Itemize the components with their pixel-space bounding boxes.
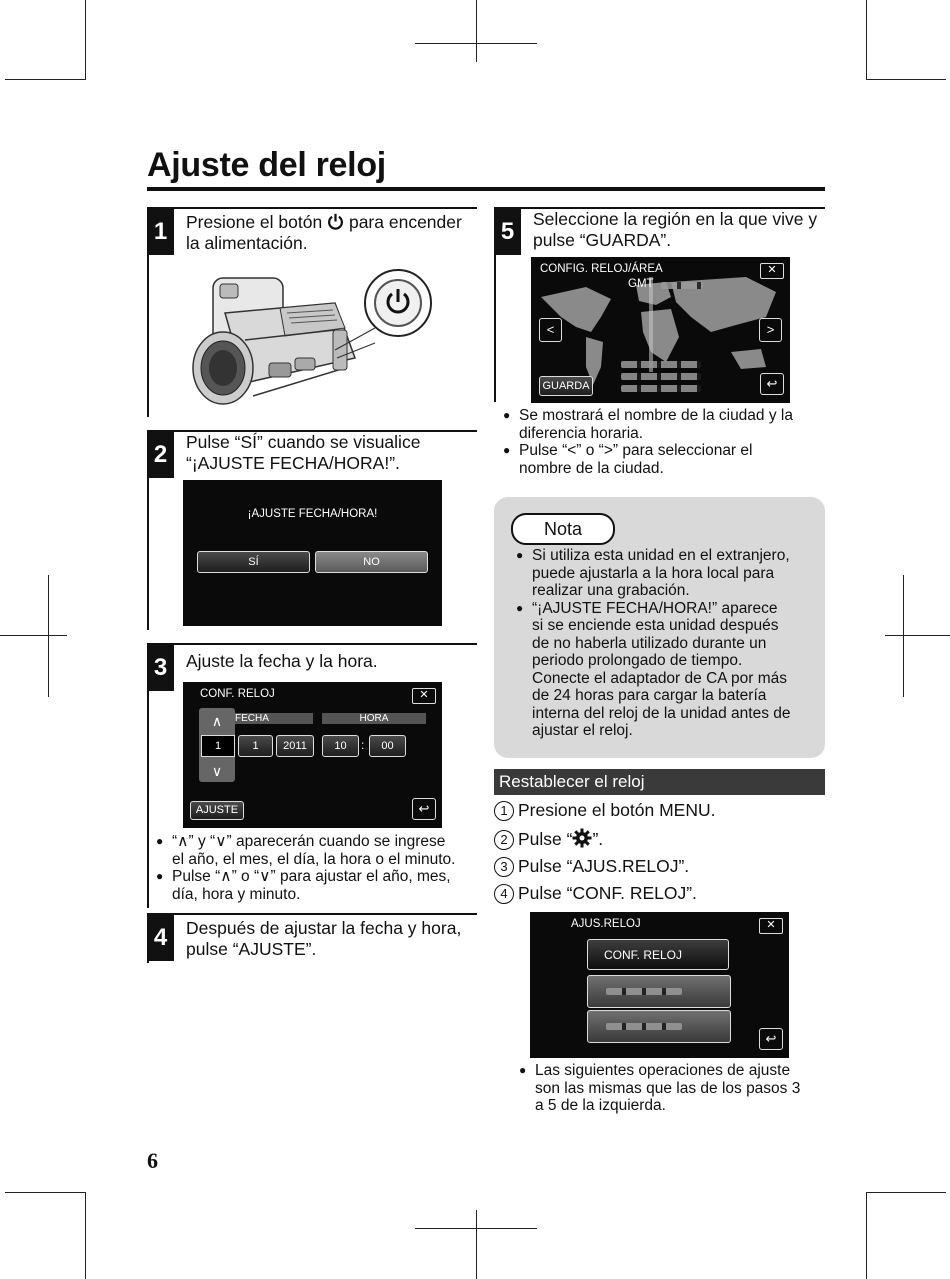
reset-section-header: Restablecer el reloj — [494, 769, 825, 795]
bullet-item: ● Las siguientes operaciones de ajuste son las mismas que las de los pasos 3 a 5 de la izquierda. — [519, 1062, 825, 1115]
screen-title: CONF. RELOJ — [200, 688, 275, 700]
city-name-placeholder — [621, 361, 701, 368]
step5-bullets — [503, 407, 825, 477]
reset-step: 4 Pulse “CONF. RELOJ”. — [494, 883, 697, 904]
reset-step: 2 Pulse “ ”. — [494, 828, 603, 850]
camcorder-illustration — [185, 258, 445, 413]
minute-field[interactable]: 00 — [369, 735, 406, 757]
no-button[interactable]: NO — [315, 551, 428, 573]
crop-mark — [866, 0, 867, 80]
reset-bullets — [519, 1062, 825, 1115]
bullet-item: ● Se mostrará el nombre de la ciudad y la diferencia horaria. — [503, 407, 825, 442]
step1-text-c: la alimentación. — [186, 233, 308, 253]
crop-mark — [903, 575, 904, 697]
step1-text — [186, 212, 476, 254]
crop-mark — [48, 575, 49, 697]
ajus-reloj-screen — [530, 912, 789, 1058]
reset-step: 3 Pulse “AJUS.RELOJ”. — [494, 856, 689, 877]
month-field[interactable]: 1 — [238, 735, 273, 757]
next-region-button[interactable]: > — [759, 318, 782, 342]
close-icon[interactable]: ✕ — [760, 263, 784, 279]
crop-mark — [476, 1210, 477, 1279]
step5-line2: pulse “GUARDA”. — [533, 230, 672, 250]
step2-line2: “¡AJUSTE FECHA/HORA!”. — [186, 453, 400, 473]
step4-line2: pulse “AJUSTE”. — [186, 939, 317, 959]
hora-header — [322, 713, 426, 724]
title-rule — [147, 187, 825, 191]
back-icon[interactable]: ↩ — [759, 1028, 783, 1050]
conf-reloj-screen — [183, 682, 442, 828]
crop-mark — [415, 43, 537, 44]
crop-mark — [0, 635, 67, 636]
back-icon[interactable]: ↩ — [760, 373, 784, 395]
crop-mark — [85, 1192, 86, 1279]
step3-text: Ajuste la fecha y la hora. — [186, 651, 378, 671]
config-reloj-area-screen — [531, 257, 790, 403]
crop-mark — [866, 1192, 946, 1193]
step4-text — [186, 918, 476, 960]
step-number: 2 — [147, 432, 174, 478]
crop-mark — [5, 79, 85, 80]
item-placeholder — [606, 1023, 682, 1030]
screen-title: CONFIG. RELOJ/ÁREA — [540, 263, 663, 275]
step-number: 3 — [147, 645, 174, 691]
guarda-button[interactable]: GUARDA — [539, 376, 593, 396]
bullet-item: ● “¡AJUSTE FECHA/HORA!” aparece si se enciende esta unidad después de no haberla utilizado durante un periodo prolongado de tiempo. Conecte el adaptador de CA por más de 24 horas para cargar la batería interna del reloj de la unidad antes de ajustar el reloj. — [516, 600, 816, 740]
note-label: Nota — [511, 513, 615, 545]
step4-line1: Después de ajustar la fecha y hora, — [186, 918, 462, 938]
close-icon[interactable]: ✕ — [759, 918, 783, 934]
fecha-hora-prompt-screen — [183, 480, 442, 626]
bullet-item: ● Si utiliza esta unidad en el extranjero, puede ajustarla a la hora local para realizar una grabación. — [516, 547, 816, 600]
step-divider — [147, 643, 477, 645]
screen-title: AJUS.RELOJ — [571, 918, 641, 930]
power-icon — [327, 213, 344, 230]
bullet-item: ● Pulse “<” o “>” para seleccionar el nombre de la ciudad. — [503, 442, 825, 477]
bullet-item: ● Pulse “∧” o “∨” para ajustar el año, mes, día, hora y minuto. — [156, 868, 476, 903]
step1-text-a: Presione el botón — [186, 212, 323, 232]
fecha-header — [235, 713, 313, 724]
crop-mark — [885, 635, 950, 636]
city-name-placeholder — [621, 373, 701, 380]
crop-mark — [866, 1192, 867, 1279]
step5-line1: Seleccione la región en la que vive y — [533, 209, 818, 229]
note-bullets — [516, 547, 816, 740]
gmt-offset-placeholder — [661, 282, 703, 289]
day-field[interactable]: 1 — [201, 735, 235, 757]
fecha-label: FECHA — [235, 713, 269, 724]
crop-mark — [476, 0, 477, 62]
page-title: Ajuste del reloj — [147, 146, 386, 184]
step5-text — [533, 209, 825, 251]
step-circle: 3 — [494, 857, 514, 877]
yes-button[interactable]: SÍ — [197, 551, 310, 573]
step-number: 4 — [147, 915, 174, 961]
crop-mark — [866, 79, 946, 80]
reset-step: 1 Presione el botón MENU. — [494, 800, 715, 821]
step-number: 5 — [494, 209, 521, 255]
menu-item[interactable] — [587, 1010, 731, 1043]
item-placeholder — [606, 988, 682, 995]
page-number: 6 — [147, 1148, 158, 1173]
step-divider — [147, 207, 477, 209]
crop-mark — [5, 1192, 85, 1193]
step2-text — [186, 432, 476, 474]
gmt-label: GMT — [628, 278, 654, 290]
gear-icon — [572, 828, 592, 848]
step-circle: 4 — [494, 884, 514, 904]
step1-text-b: para encender — [348, 212, 462, 232]
step3-bullets — [156, 833, 476, 903]
up-arrow-button[interactable]: ∧ — [211, 713, 223, 729]
crop-mark — [415, 1228, 537, 1229]
step-divider — [147, 913, 477, 915]
step-circle: 2 — [494, 830, 514, 850]
conf-reloj-menu-item[interactable]: CONF. RELOJ — [587, 939, 729, 970]
back-icon[interactable]: ↩ — [412, 798, 436, 820]
crop-mark — [85, 0, 86, 80]
step2-line1: Pulse “SÍ” cuando se visualice — [186, 432, 421, 452]
menu-item[interactable] — [587, 975, 731, 1008]
bullet-item: ● “∧” y “∨” aparecerán cuando se ingrese el año, el mes, el día, la hora o el minuto. — [156, 833, 476, 868]
screen-title: ¡AJUSTE FECHA/HORA! — [247, 508, 378, 520]
hora-label: HORA — [359, 713, 389, 724]
ajuste-button[interactable]: AJUSTE — [190, 801, 244, 820]
year-field[interactable]: 2011 — [276, 735, 314, 757]
step-circle: 1 — [494, 801, 514, 821]
close-icon[interactable]: ✕ — [412, 688, 436, 704]
hour-field[interactable]: 10 — [322, 735, 359, 757]
prev-region-button[interactable]: < — [539, 318, 562, 342]
time-colon: : — [361, 738, 365, 752]
city-name-placeholder — [621, 385, 701, 392]
step-number: 1 — [147, 209, 174, 255]
down-arrow-button[interactable]: ∨ — [211, 763, 223, 779]
